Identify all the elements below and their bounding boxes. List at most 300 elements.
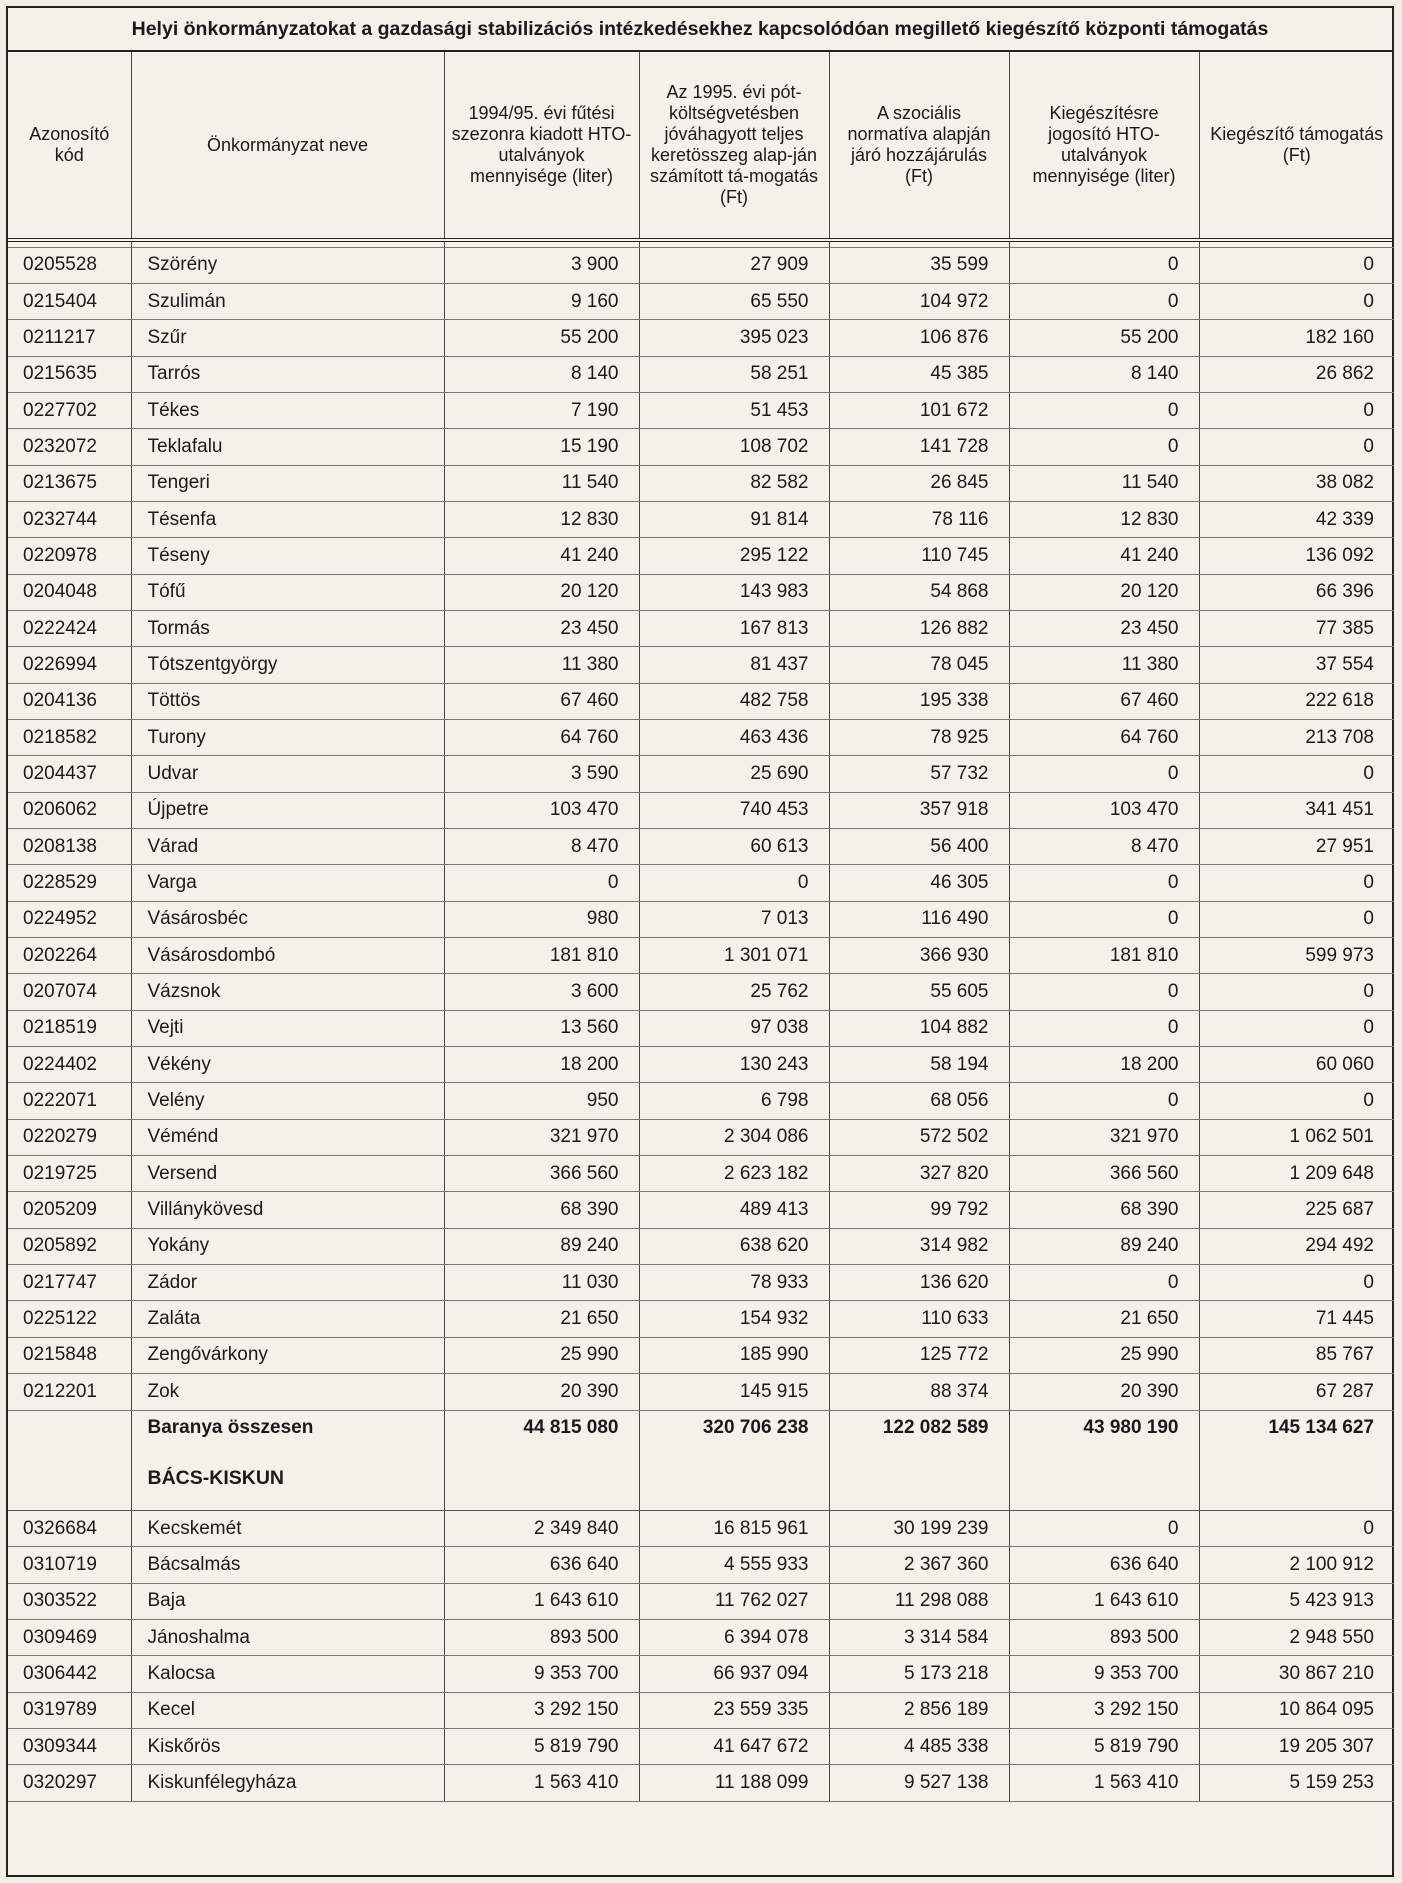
cell-name: Tengeri — [131, 465, 444, 501]
cell-hto-eligible: 893 500 — [1009, 1619, 1199, 1655]
cell-code: 0215404 — [8, 283, 131, 319]
cell-hto-eligible: 1 643 610 — [1009, 1583, 1199, 1619]
cell-hto-eligible: 0 — [1009, 429, 1199, 465]
table-row — [8, 792, 1394, 828]
cell-supplementary-support: 0 — [1199, 974, 1394, 1010]
cell-hto-issued: 23 450 — [444, 610, 639, 646]
cell-hto-eligible: 12 830 — [1009, 501, 1199, 537]
cell-social-normative: 58 194 — [829, 1047, 1009, 1083]
cell-supplementary-support: 67 287 — [1199, 1374, 1394, 1410]
cell-hto-eligible: 89 240 — [1009, 1228, 1199, 1264]
cell-social-normative: 9 527 138 — [829, 1765, 1009, 1801]
cell-supplementary-support: 294 492 — [1199, 1228, 1394, 1264]
cell-social-normative: 125 772 — [829, 1337, 1009, 1373]
cell-name: Kecskemét — [131, 1510, 444, 1546]
cell-social-normative: 78 925 — [829, 719, 1009, 755]
cell-name: Véménd — [131, 1119, 444, 1155]
cell-budget-support: 11 762 027 — [639, 1583, 829, 1619]
cell-code: 0310719 — [8, 1547, 131, 1583]
table-row — [8, 247, 1394, 283]
cell-name: Teklafalu — [131, 429, 444, 465]
cell-budget-support: 82 582 — [639, 465, 829, 501]
table-row — [8, 1192, 1394, 1228]
cell-hto-eligible: 67 460 — [1009, 683, 1199, 719]
cell-code: 0227702 — [8, 392, 131, 428]
col-header-hto-issued: 1994/95. évi fűtési szezonra kiadott HTO-utalványok mennyisége (liter) — [444, 52, 639, 240]
cell-hto-eligible: 43 980 190 — [1009, 1410, 1199, 1446]
cell-social-normative: 106 876 — [829, 320, 1009, 356]
cell-code: 0232744 — [8, 501, 131, 537]
cell-social-normative: 55 605 — [829, 974, 1009, 1010]
cell-code: 0208138 — [8, 829, 131, 865]
county-heading: BÁCS-KISKUN — [131, 1446, 444, 1510]
cell-supplementary-support: 37 554 — [1199, 647, 1394, 683]
cell-hto-eligible: 103 470 — [1009, 792, 1199, 828]
col-header-budget-support: Az 1995. évi pót-költségvetésben jóváhagyott teljes keretösszeg alap-ján számított tá-mogatás (Ft) — [639, 52, 829, 240]
cell-hto-eligible: 20 390 — [1009, 1374, 1199, 1410]
cell-social-normative: 116 490 — [829, 901, 1009, 937]
table-row — [8, 1619, 1394, 1655]
cell-budget-support: 25 762 — [639, 974, 829, 1010]
cell-hto-issued: 3 292 150 — [444, 1692, 639, 1728]
table-row — [8, 1728, 1394, 1764]
cell-supplementary-support: 27 951 — [1199, 829, 1394, 865]
cell-budget-support: 65 550 — [639, 283, 829, 319]
cell-social-normative: 45 385 — [829, 356, 1009, 392]
cell-hto-eligible: 3 292 150 — [1009, 1692, 1199, 1728]
cell-social-normative: 2 367 360 — [829, 1547, 1009, 1583]
cell-hto-issued: 1 643 610 — [444, 1583, 639, 1619]
table-row — [8, 356, 1394, 392]
cell-code: 0224402 — [8, 1047, 131, 1083]
cell-code: 0228529 — [8, 865, 131, 901]
cell-supplementary-support: 26 862 — [1199, 356, 1394, 392]
cell-social-normative: 126 882 — [829, 610, 1009, 646]
table-row — [8, 1047, 1394, 1083]
cell-hto-issued: 11 380 — [444, 647, 639, 683]
cell-budget-support: 7 013 — [639, 901, 829, 937]
table-row — [8, 1374, 1394, 1410]
cell-hto-issued: 15 190 — [444, 429, 639, 465]
cell-budget-support: 91 814 — [639, 501, 829, 537]
cell-name: Udvar — [131, 756, 444, 792]
table-row — [8, 501, 1394, 537]
cell-name: Baranya összesen — [131, 1410, 444, 1446]
cell-name: Töttös — [131, 683, 444, 719]
cell-hto-issued: 0 — [444, 865, 639, 901]
empty-cell — [1199, 1446, 1394, 1510]
cell-hto-issued: 9 353 700 — [444, 1656, 639, 1692]
cell-budget-support: 78 933 — [639, 1265, 829, 1301]
cell-budget-support: 11 188 099 — [639, 1765, 829, 1801]
cell-hto-eligible: 8 140 — [1009, 356, 1199, 392]
cell-name: Szörény — [131, 247, 444, 283]
cell-hto-issued: 11 540 — [444, 465, 639, 501]
cell-name: Bácsalmás — [131, 1547, 444, 1583]
table-row — [8, 719, 1394, 755]
cell-name: Tékes — [131, 392, 444, 428]
cell-code: 0222424 — [8, 610, 131, 646]
table-row — [8, 1301, 1394, 1337]
cell-name: Zengővárkony — [131, 1337, 444, 1373]
cell-name: Varga — [131, 865, 444, 901]
table-row — [8, 974, 1394, 1010]
cell-budget-support: 482 758 — [639, 683, 829, 719]
cell-hto-issued: 20 390 — [444, 1374, 639, 1410]
cell-hto-eligible: 0 — [1009, 392, 1199, 428]
cell-hto-eligible: 0 — [1009, 1510, 1199, 1546]
cell-budget-support: 16 815 961 — [639, 1510, 829, 1546]
cell-budget-support: 320 706 238 — [639, 1410, 829, 1446]
cell-social-normative: 141 728 — [829, 429, 1009, 465]
cell-code: 0212201 — [8, 1374, 131, 1410]
cell-social-normative: 314 982 — [829, 1228, 1009, 1264]
cell-code: 0319789 — [8, 1692, 131, 1728]
cell-code: 0215848 — [8, 1337, 131, 1373]
cell-supplementary-support: 71 445 — [1199, 1301, 1394, 1337]
cell-hto-eligible: 1 563 410 — [1009, 1765, 1199, 1801]
cell-social-normative: 366 930 — [829, 938, 1009, 974]
cell-hto-issued: 41 240 — [444, 538, 639, 574]
cell-hto-issued: 55 200 — [444, 320, 639, 356]
cell-hto-eligible: 23 450 — [1009, 610, 1199, 646]
table-row — [8, 1692, 1394, 1728]
cell-budget-support: 130 243 — [639, 1047, 829, 1083]
cell-supplementary-support: 136 092 — [1199, 538, 1394, 574]
cell-code: 0224952 — [8, 901, 131, 937]
cell-social-normative: 101 672 — [829, 392, 1009, 428]
table-row — [8, 938, 1394, 974]
cell-budget-support: 23 559 335 — [639, 1692, 829, 1728]
empty-cell — [1009, 1446, 1199, 1510]
cell-social-normative: 35 599 — [829, 247, 1009, 283]
cell-name: Tésenfa — [131, 501, 444, 537]
col-header-supplementary-support: Kiegészítő támogatás (Ft) — [1199, 52, 1394, 240]
cell-supplementary-support: 0 — [1199, 1010, 1394, 1046]
cell-supplementary-support: 213 708 — [1199, 719, 1394, 755]
cell-hto-issued: 1 563 410 — [444, 1765, 639, 1801]
table-row — [8, 756, 1394, 792]
cell-name: Kecel — [131, 1692, 444, 1728]
cell-budget-support: 295 122 — [639, 538, 829, 574]
cell-hto-eligible: 8 470 — [1009, 829, 1199, 865]
cell-social-normative: 78 045 — [829, 647, 1009, 683]
cell-hto-issued: 950 — [444, 1083, 639, 1119]
cell-social-normative: 30 199 239 — [829, 1510, 1009, 1546]
cell-hto-eligible: 0 — [1009, 247, 1199, 283]
cell-budget-support: 463 436 — [639, 719, 829, 755]
cell-code: 0232072 — [8, 429, 131, 465]
cell-social-normative: 2 856 189 — [829, 1692, 1009, 1728]
cell-hto-eligible: 20 120 — [1009, 574, 1199, 610]
cell-budget-support: 66 937 094 — [639, 1656, 829, 1692]
cell-social-normative: 104 972 — [829, 283, 1009, 319]
cell-name: Vázsnok — [131, 974, 444, 1010]
cell-hto-issued: 68 390 — [444, 1192, 639, 1228]
cell-hto-issued: 3 900 — [444, 247, 639, 283]
cell-hto-eligible: 5 819 790 — [1009, 1728, 1199, 1764]
cell-social-normative: 68 056 — [829, 1083, 1009, 1119]
table-header — [8, 52, 1394, 240]
cell-name: Tormás — [131, 610, 444, 646]
cell-budget-support: 143 983 — [639, 574, 829, 610]
table-title: Helyi önkormányzatokat a gazdasági stabilizációs intézkedésekhez kapcsolódóan megillető kiegészítő központi támogatás — [8, 8, 1392, 52]
cell-budget-support: 489 413 — [639, 1192, 829, 1228]
cell-name: Jánoshalma — [131, 1619, 444, 1655]
table-row — [8, 1265, 1394, 1301]
cell-name: Zaláta — [131, 1301, 444, 1337]
cell-code: 0326684 — [8, 1510, 131, 1546]
cell-hto-eligible: 181 810 — [1009, 938, 1199, 974]
cell-name: Várad — [131, 829, 444, 865]
cell-budget-support: 145 915 — [639, 1374, 829, 1410]
cell-name: Vékény — [131, 1047, 444, 1083]
cell-social-normative: 99 792 — [829, 1192, 1009, 1228]
cell-name: Velény — [131, 1083, 444, 1119]
cell-hto-eligible: 636 640 — [1009, 1547, 1199, 1583]
table-row — [8, 1010, 1394, 1046]
table-row — [8, 1765, 1394, 1801]
cell-social-normative: 110 745 — [829, 538, 1009, 574]
cell-hto-eligible: 11 380 — [1009, 647, 1199, 683]
cell-name: Kiskőrös — [131, 1728, 444, 1764]
cell-name: Versend — [131, 1156, 444, 1192]
cell-hto-issued: 64 760 — [444, 719, 639, 755]
table-row — [8, 538, 1394, 574]
cell-supplementary-support: 5 423 913 — [1199, 1583, 1394, 1619]
table-body — [8, 240, 1394, 1801]
cell-hto-issued: 103 470 — [444, 792, 639, 828]
cell-supplementary-support: 0 — [1199, 756, 1394, 792]
cell-hto-issued: 11 030 — [444, 1265, 639, 1301]
cell-supplementary-support: 0 — [1199, 865, 1394, 901]
cell-budget-support: 51 453 — [639, 392, 829, 428]
cell-supplementary-support: 30 867 210 — [1199, 1656, 1394, 1692]
cell-supplementary-support: 10 864 095 — [1199, 1692, 1394, 1728]
cell-hto-issued: 980 — [444, 901, 639, 937]
table-row — [8, 1656, 1394, 1692]
cell-budget-support: 4 555 933 — [639, 1547, 829, 1583]
cell-hto-eligible: 41 240 — [1009, 538, 1199, 574]
cell-social-normative: 46 305 — [829, 865, 1009, 901]
cell-budget-support: 81 437 — [639, 647, 829, 683]
table-row — [8, 1083, 1394, 1119]
cell-hto-issued: 636 640 — [444, 1547, 639, 1583]
cell-supplementary-support: 1 062 501 — [1199, 1119, 1394, 1155]
cell-budget-support: 58 251 — [639, 356, 829, 392]
cell-hto-eligible: 0 — [1009, 756, 1199, 792]
cell-name: Vejti — [131, 1010, 444, 1046]
cell-supplementary-support: 0 — [1199, 1510, 1394, 1546]
cell-hto-eligible: 366 560 — [1009, 1156, 1199, 1192]
cell-social-normative: 4 485 338 — [829, 1728, 1009, 1764]
cell-hto-eligible: 0 — [1009, 974, 1199, 1010]
table-row — [8, 574, 1394, 610]
cell-budget-support: 1 301 071 — [639, 938, 829, 974]
cell-budget-support: 740 453 — [639, 792, 829, 828]
cell-social-normative: 54 868 — [829, 574, 1009, 610]
cell-code: 0217747 — [8, 1265, 131, 1301]
table-row — [8, 647, 1394, 683]
cell-name: Baja — [131, 1583, 444, 1619]
cell-social-normative: 88 374 — [829, 1374, 1009, 1410]
cell-hto-eligible: 9 353 700 — [1009, 1656, 1199, 1692]
table-row — [8, 610, 1394, 646]
cell-hto-issued: 366 560 — [444, 1156, 639, 1192]
cell-hto-issued: 8 470 — [444, 829, 639, 865]
cell-name: Tófű — [131, 574, 444, 610]
cell-name: Kiskunfélegyháza — [131, 1765, 444, 1801]
cell-social-normative: 357 918 — [829, 792, 1009, 828]
cell-budget-support: 2 304 086 — [639, 1119, 829, 1155]
table-row — [8, 320, 1394, 356]
cell-social-normative: 3 314 584 — [829, 1619, 1009, 1655]
cell-social-normative: 104 882 — [829, 1010, 1009, 1046]
cell-supplementary-support: 0 — [1199, 429, 1394, 465]
cell-name: Újpetre — [131, 792, 444, 828]
table-row — [8, 1119, 1394, 1155]
cell-budget-support: 25 690 — [639, 756, 829, 792]
data-table — [8, 52, 1394, 1802]
cell-social-normative: 327 820 — [829, 1156, 1009, 1192]
cell-code: 0303522 — [8, 1583, 131, 1619]
empty-cell — [8, 1446, 131, 1510]
cell-budget-support: 185 990 — [639, 1337, 829, 1373]
cell-supplementary-support: 0 — [1199, 247, 1394, 283]
cell-supplementary-support: 2 100 912 — [1199, 1547, 1394, 1583]
cell-code: 0215635 — [8, 356, 131, 392]
table-row — [8, 901, 1394, 937]
cell-budget-support: 154 932 — [639, 1301, 829, 1337]
cell-name: Vásárosdombó — [131, 938, 444, 974]
cell-supplementary-support: 222 618 — [1199, 683, 1394, 719]
cell-supplementary-support: 5 159 253 — [1199, 1765, 1394, 1801]
cell-code: 0220279 — [8, 1119, 131, 1155]
cell-supplementary-support: 182 160 — [1199, 320, 1394, 356]
cell-code: 0218582 — [8, 719, 131, 755]
cell-code: 0204048 — [8, 574, 131, 610]
cell-name: Kalocsa — [131, 1656, 444, 1692]
cell-supplementary-support: 19 205 307 — [1199, 1728, 1394, 1764]
cell-code — [8, 1410, 131, 1446]
cell-code: 0213675 — [8, 465, 131, 501]
table-row — [8, 1228, 1394, 1264]
cell-budget-support: 6 798 — [639, 1083, 829, 1119]
cell-name: Tótszentgyörgy — [131, 647, 444, 683]
cell-social-normative: 122 082 589 — [829, 1410, 1009, 1446]
cell-hto-issued: 9 160 — [444, 283, 639, 319]
cell-supplementary-support: 66 396 — [1199, 574, 1394, 610]
cell-hto-eligible: 0 — [1009, 1083, 1199, 1119]
cell-hto-eligible: 68 390 — [1009, 1192, 1199, 1228]
cell-code: 0205528 — [8, 247, 131, 283]
table-row — [8, 1510, 1394, 1546]
cell-supplementary-support: 225 687 — [1199, 1192, 1394, 1228]
cell-hto-issued: 12 830 — [444, 501, 639, 537]
cell-hto-eligible: 55 200 — [1009, 320, 1199, 356]
cell-supplementary-support: 1 209 648 — [1199, 1156, 1394, 1192]
cell-code: 0207074 — [8, 974, 131, 1010]
cell-code: 0205892 — [8, 1228, 131, 1264]
cell-budget-support: 638 620 — [639, 1228, 829, 1264]
cell-social-normative: 78 116 — [829, 501, 1009, 537]
cell-hto-issued: 21 650 — [444, 1301, 639, 1337]
cell-supplementary-support: 0 — [1199, 901, 1394, 937]
empty-cell — [444, 1446, 639, 1510]
cell-social-normative: 195 338 — [829, 683, 1009, 719]
table-row — [8, 1547, 1394, 1583]
cell-budget-support: 2 623 182 — [639, 1156, 829, 1192]
cell-hto-issued: 13 560 — [444, 1010, 639, 1046]
col-header-code: Azonosító kód — [8, 52, 131, 240]
cell-hto-issued: 18 200 — [444, 1047, 639, 1083]
cell-code: 0204136 — [8, 683, 131, 719]
cell-supplementary-support: 599 973 — [1199, 938, 1394, 974]
cell-budget-support: 6 394 078 — [639, 1619, 829, 1655]
county-heading-row — [8, 1446, 1394, 1510]
cell-supplementary-support: 38 082 — [1199, 465, 1394, 501]
cell-name: Szűr — [131, 320, 444, 356]
cell-hto-issued: 44 815 080 — [444, 1410, 639, 1446]
cell-social-normative: 56 400 — [829, 829, 1009, 865]
cell-hto-eligible: 0 — [1009, 1265, 1199, 1301]
cell-hto-eligible: 64 760 — [1009, 719, 1199, 755]
col-header-name: Önkormányzat neve — [131, 52, 444, 240]
cell-code: 0225122 — [8, 1301, 131, 1337]
cell-hto-issued: 893 500 — [444, 1619, 639, 1655]
table-row — [8, 1583, 1394, 1619]
cell-hto-eligible: 0 — [1009, 865, 1199, 901]
cell-code: 0220978 — [8, 538, 131, 574]
cell-hto-issued: 67 460 — [444, 683, 639, 719]
table-row — [8, 683, 1394, 719]
cell-hto-issued: 20 120 — [444, 574, 639, 610]
table-row — [8, 392, 1394, 428]
cell-hto-eligible: 0 — [1009, 1010, 1199, 1046]
cell-hto-eligible: 25 990 — [1009, 1337, 1199, 1373]
cell-supplementary-support: 2 948 550 — [1199, 1619, 1394, 1655]
cell-code: 0202264 — [8, 938, 131, 974]
cell-name: Vásárosbéc — [131, 901, 444, 937]
cell-supplementary-support: 0 — [1199, 1265, 1394, 1301]
cell-hto-issued: 321 970 — [444, 1119, 639, 1155]
cell-social-normative: 11 298 088 — [829, 1583, 1009, 1619]
cell-code: 0204437 — [8, 756, 131, 792]
cell-supplementary-support: 85 767 — [1199, 1337, 1394, 1373]
cell-code: 0219725 — [8, 1156, 131, 1192]
cell-hto-issued: 25 990 — [444, 1337, 639, 1373]
table-row — [8, 465, 1394, 501]
cell-hto-eligible: 0 — [1009, 901, 1199, 937]
cell-code: 0211217 — [8, 320, 131, 356]
cell-code: 0218519 — [8, 1010, 131, 1046]
empty-cell — [829, 1446, 1009, 1510]
cell-social-normative: 26 845 — [829, 465, 1009, 501]
cell-supplementary-support: 0 — [1199, 392, 1394, 428]
cell-name: Yokány — [131, 1228, 444, 1264]
cell-name: Zok — [131, 1374, 444, 1410]
cell-hto-issued: 8 140 — [444, 356, 639, 392]
cell-hto-eligible: 0 — [1009, 283, 1199, 319]
cell-code: 0309344 — [8, 1728, 131, 1764]
total-row — [8, 1410, 1394, 1446]
cell-name: Szulimán — [131, 283, 444, 319]
cell-supplementary-support: 42 339 — [1199, 501, 1394, 537]
cell-name: Tarrós — [131, 356, 444, 392]
cell-social-normative: 5 173 218 — [829, 1656, 1009, 1692]
cell-budget-support: 27 909 — [639, 247, 829, 283]
cell-hto-issued: 7 190 — [444, 392, 639, 428]
